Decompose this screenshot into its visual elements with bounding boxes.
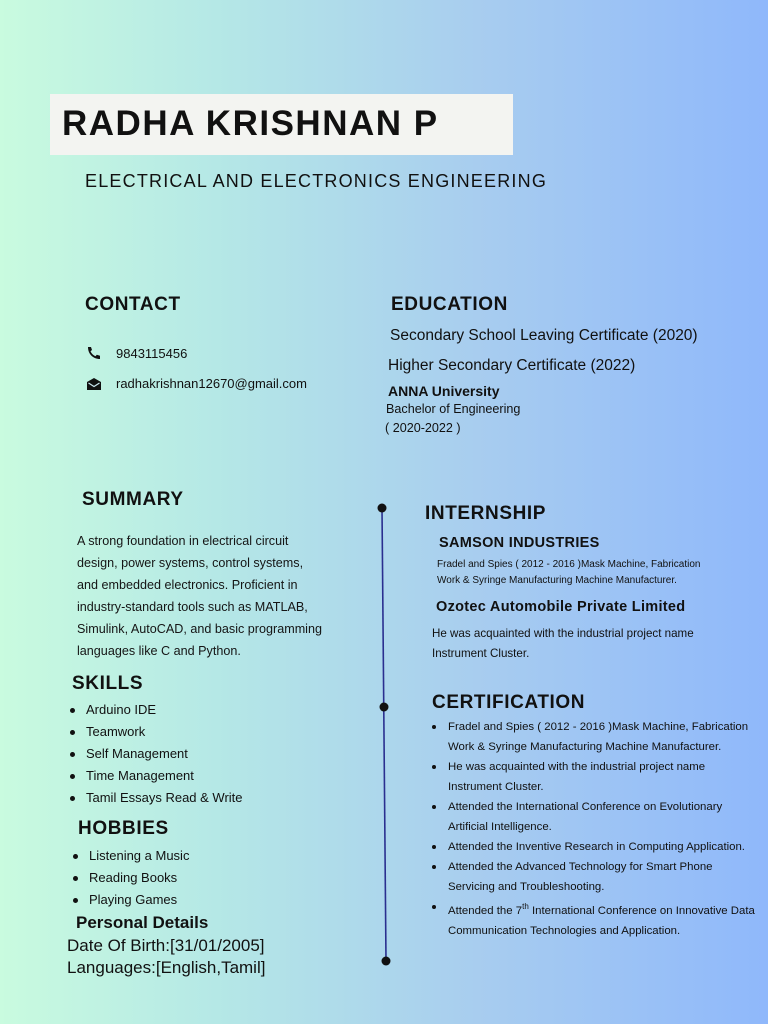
summary-heading: SUMMARY <box>82 489 184 510</box>
candidate-field: ELECTRICAL AND ELECTRONICS ENGINEERING <box>85 171 548 191</box>
skills-heading: SKILLS <box>72 673 144 694</box>
education-university: ANNA University <box>388 383 500 399</box>
certification-item: Attended the International Conference on Evolutionary Artificial Intelligence. <box>432 797 762 837</box>
certification-item: Attended the Advanced Technology for Smart Phone Servicing and Troubleshooting. <box>432 857 762 897</box>
internship-company-1: SAMSON INDUSTRIES <box>439 535 600 551</box>
internship-heading: INTERNSHIP <box>425 503 547 524</box>
education-years: ( 2020-2022 ) <box>385 421 461 435</box>
contact-phone: 9843115456 <box>116 346 188 361</box>
hobbies-list <box>73 845 189 911</box>
summary-line: industry-standard tools such as MATLAB, <box>77 600 308 614</box>
internship-company-2-desc: Instrument Cluster. <box>432 647 530 660</box>
certification-list <box>432 717 762 941</box>
internship-company-2: Ozotec Automobile Private Limited <box>436 599 686 615</box>
candidate-name: RADHA KRISHNAN P <box>62 104 439 143</box>
education-hsc: Higher Secondary Certificate (2022) <box>388 357 636 374</box>
summary-text <box>77 530 377 662</box>
skill-item: Arduino IDE <box>70 699 243 721</box>
skill-item: Teamwork <box>70 721 243 743</box>
hobby-item: Playing Games <box>73 889 189 911</box>
phone-icon <box>86 346 102 360</box>
personal-languages: Languages:[English,Tamil] <box>67 958 266 977</box>
summary-line: languages like C and Python. <box>77 644 241 658</box>
contact-heading: CONTACT <box>85 294 181 315</box>
education-heading: EDUCATION <box>391 294 508 315</box>
hobby-item: Listening a Music <box>73 845 189 867</box>
envelope-icon <box>86 377 102 391</box>
skill-item: Time Management <box>70 765 243 787</box>
certification-item: He was acquainted with the industrial project name Instrument Cluster. <box>432 757 762 797</box>
summary-line: Simulink, AutoCAD, and basic programming <box>77 622 322 636</box>
skill-item: Self Management <box>70 743 243 765</box>
education-sslc: Secondary School Leaving Certificate (2020) <box>390 327 698 344</box>
certification-item: Attended the 7th International Conference on Innovative Data Communication Technologies and Application. <box>432 897 762 941</box>
hobby-item: Reading Books <box>73 867 189 889</box>
personal-heading: Personal Details <box>76 913 209 932</box>
skills-list <box>70 699 243 809</box>
internship-company-1-desc: Work & Syringe Manufacturing Machine Manufacturer. <box>437 575 677 586</box>
internship-company-2-desc: He was acquainted with the industrial project name <box>432 627 694 640</box>
summary-line: A strong foundation in electrical circuit <box>77 534 289 548</box>
summary-line: and embedded electronics. Proficient in <box>77 578 298 592</box>
summary-line: design, power systems, control systems, <box>77 556 304 570</box>
contact-email: radhakrishnan12670@gmail.com <box>116 376 307 391</box>
education-degree: Bachelor of Engineering <box>386 402 521 416</box>
personal-dob: Date Of Birth:[31/01/2005] <box>67 936 265 955</box>
internship-company-1-desc: Fradel and Spies ( 2012 - 2016 )Mask Machine, Fabrication <box>437 559 701 570</box>
hobbies-heading: HOBBIES <box>78 818 169 839</box>
skill-item: Tamil Essays Read & Write <box>70 787 243 809</box>
certification-heading: CERTIFICATION <box>432 692 586 713</box>
certification-item: Attended the Inventive Research in Computing Application. <box>432 837 762 857</box>
certification-item: Fradel and Spies ( 2012 - 2016 )Mask Machine, Fabrication Work & Syringe Manufacturing Machine Manufacturer. <box>432 717 762 757</box>
